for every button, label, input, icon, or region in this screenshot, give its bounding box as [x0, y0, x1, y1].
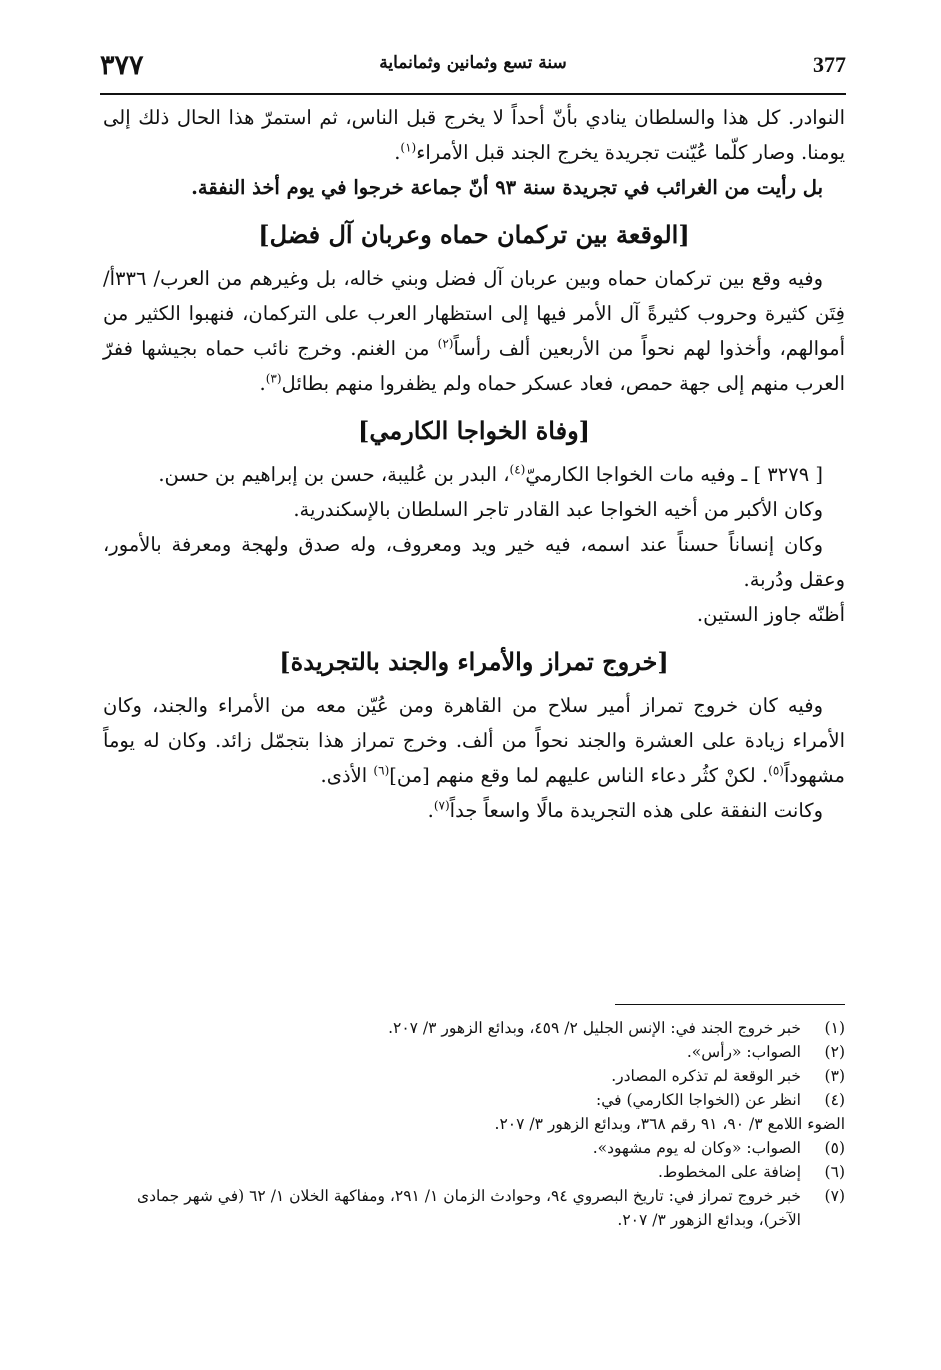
footnote-number: (٣)	[824, 1067, 845, 1085]
paragraph-1	[103, 100, 845, 170]
footnote	[103, 1160, 845, 1184]
paragraph-3-end: .	[259, 372, 266, 395]
footnote-text: خبر خروج تمراز في: تاريخ البصروي ٩٤، وحوادث الزمان ١/ ٢٩١، ومفاكهة الخلان ١/ ٦٢ (في شهر جمادى الآخر)، وبدائع الزهور ٣/ ٢٠٧.	[136, 1187, 801, 1229]
footnote-ref-7: (٧)	[433, 798, 450, 813]
paragraph-1-end: .	[394, 141, 401, 164]
footnote-ref-2: (٢)	[437, 336, 454, 351]
section-heading-2: [وفاة الخواجا الكارمي]	[357, 416, 591, 445]
paragraph-3-text-a: وفيه وقع بين تركمان حماه وبين عربان آل فضل وبني خاله، بل وغيرهم من العرب/ ٣٣٦أ/ فِتَن كثيرة وحروب كثيرةً آل الأمر فيها إلى استظهار العرب على التركمان، فنهبوا الكثير من أموالهم، وأخذوا لهم نحواً من الأربعين ألف رأساً	[103, 267, 845, 360]
footnote-number: (٦)	[824, 1163, 845, 1181]
page-header	[100, 44, 846, 88]
section-heading-1: [الوقعة بين تركمان حماه وعربان آل فضل]	[258, 220, 690, 249]
footnote-ref-1: (١)	[400, 140, 417, 155]
header-rule	[100, 93, 846, 95]
footnote	[103, 1040, 845, 1064]
footnote-number: (٧)	[824, 1187, 845, 1205]
footnote-text: الصواب: «وكان له يوم مشهود».	[592, 1139, 801, 1157]
paragraph-2: بل رأيت من الغرائب في تجريدة سنة ٩٣ أنّ جماعة خرجوا في يوم أخذ النفقة.	[191, 176, 823, 199]
main-text	[103, 100, 845, 828]
footnote-continuation	[103, 1112, 845, 1136]
paragraph-7: أظنّه جاوز الستين.	[696, 603, 845, 626]
footnote-ref-4: (٤)	[509, 462, 526, 477]
footnote	[103, 1016, 845, 1040]
page-number-arabic: ٣٧٧	[100, 50, 144, 81]
footnote-text: خبر خروج الجند في: الإنس الجليل ٢/ ٤٥٩، وبدائع الزهور ٣/ ٢٠٧.	[388, 1019, 801, 1037]
paragraph-4-text-a: [ ٣٢٧٩ ] ـ وفيه مات الخواجا الكارميّ	[525, 463, 823, 486]
paragraph-4-text-b: ، البدر بن عُليبة، حسن بن إبراهيم بن حسن.	[158, 463, 510, 486]
footnote-rule	[615, 1004, 845, 1005]
footnotes	[103, 1016, 845, 1232]
running-title: سنة تسع وثمانين وثمانماية	[379, 53, 567, 73]
paragraph-9	[103, 793, 845, 828]
paragraph-5: وكان الأكبر من أخيه الخواجا عبد القادر تاجر السلطان بالإسكندرية.	[293, 498, 823, 521]
section-heading-3: [خروج تمراز والأمراء والجند بالتجريدة]	[279, 647, 669, 676]
footnote-text: الضوء اللامع ٣/ ٩٠، ٩١ رقم ٣٦٨، وبدائع الزهور ٣/ ٢٠٧.	[494, 1115, 845, 1133]
footnote-text: انظر عن (الخواجا الكارمي) في:	[596, 1091, 801, 1109]
paragraph-6: وكان إنساناً حسناً عند اسمه، فيه خير ويد ومعروف، وله صدق ولهجة ومعرفة بالأمور، وعقل ودُربة.	[103, 533, 845, 591]
paragraph-8-text-a: وفيه كان خروج تمراز أمير سلاح من القاهرة ومن عُيّن معه من الأمراء والجند، وكان الأمراء زيادة على العشرة والجند نحواً من ألف. وخرج تمراز هذا بتجمّل زائد. وكان له يوماً مشهوداً	[103, 694, 845, 787]
footnote	[103, 1184, 845, 1232]
paragraph-9-end: .	[427, 799, 434, 822]
footnote-number: (٤)	[824, 1091, 845, 1109]
paragraph-8-text-b: . لكنْ كثُر دعاء الناس عليهم لما وقع منهم [من]	[389, 764, 769, 787]
paragraph-8	[103, 688, 845, 793]
paragraph-1-text: النوادر. كل هذا والسلطان ينادي بأنّ أحداً لا يخرج قبل الناس، ثم استمرّ هذا الحال ذلك إلى يومنا. وصار كلّما عُيّنت تجريدة يخرج الجند قبل الأمراء	[103, 106, 845, 164]
footnote-text: الصواب: «رأس».	[686, 1043, 801, 1061]
footnote	[103, 1064, 845, 1088]
paragraph-3-text-b: من الغنم. وخرج نائب حماه بجيشها ففرّ العرب منهم إلى جهة حمص، فعاد عسكر حماه ولم يظفروا منهم بطائل	[103, 337, 845, 395]
paragraph-8-text-c: الأذى.	[320, 764, 374, 787]
footnote-number: (٢)	[824, 1043, 845, 1061]
footnote	[103, 1136, 845, 1160]
paragraph-4	[103, 457, 845, 492]
paragraph-3	[103, 261, 845, 401]
footnote-ref-6: (٦)	[373, 763, 390, 778]
footnote	[103, 1088, 845, 1112]
footnote-ref-3: (٣)	[265, 371, 282, 386]
page-number-latin: 377	[813, 52, 846, 77]
footnote-text: إضافة على المخطوط.	[657, 1163, 801, 1181]
footnote-number: (١)	[824, 1019, 845, 1037]
footnote-number: (٥)	[824, 1139, 845, 1157]
footnote-text: خبر الوقعة لم تذكره المصادر.	[611, 1067, 801, 1085]
footnote-ref-5: (٥)	[768, 763, 784, 778]
paragraph-9-text: وكانت النفقة على هذه التجريدة مالًا واسعاً جداً	[449, 799, 823, 822]
